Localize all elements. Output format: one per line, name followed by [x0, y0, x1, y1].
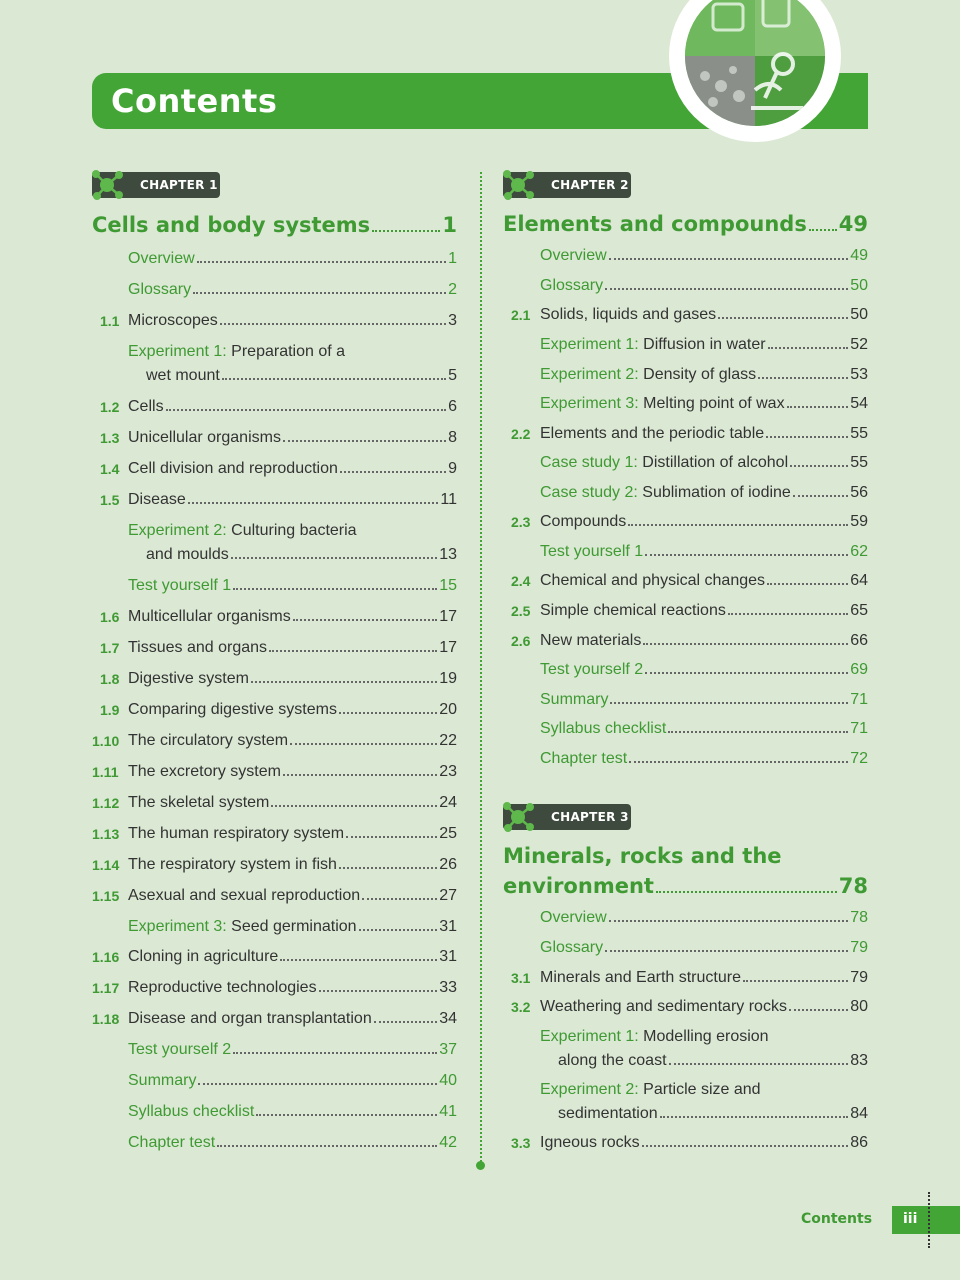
entry-page: 78 — [850, 909, 868, 926]
toc-entry[interactable] — [128, 637, 457, 659]
section-number: 1.16 — [92, 949, 120, 965]
entry-page: 65 — [850, 602, 868, 619]
section-number: 1.9 — [100, 702, 120, 718]
dot-leader — [628, 524, 848, 526]
toc-entry[interactable] — [540, 689, 868, 711]
entry-prefix: Test yourself 1 — [540, 543, 644, 560]
entry-prefix: Test yourself 1 — [128, 577, 232, 594]
dot-leader — [668, 731, 848, 733]
entry-page: 17 — [439, 608, 457, 625]
toc-entry[interactable] — [128, 854, 457, 876]
entry-page: 62 — [850, 543, 868, 560]
entry-page: 31 — [439, 948, 457, 965]
chapter-title-text: Minerals, rocks and the — [503, 844, 782, 868]
entry-page: 1 — [448, 250, 457, 267]
entry-page: 17 — [439, 639, 457, 656]
entry-title: The human respiratory system — [128, 825, 345, 842]
entry-prefix: Glossary — [128, 281, 192, 298]
entry-page: 33 — [439, 979, 457, 996]
toc-entry[interactable] — [540, 304, 868, 326]
column-divider — [480, 172, 482, 1166]
chapter-label: CHAPTER 3 — [551, 810, 629, 824]
entry-page: 8 — [448, 429, 457, 446]
entry-page: 31 — [439, 918, 457, 935]
entry-page: 59 — [850, 513, 868, 530]
toc-entry-line2[interactable] — [146, 365, 457, 387]
entry-page: 20 — [439, 701, 457, 718]
toc-entry[interactable] — [128, 279, 457, 301]
section-number: 3.3 — [511, 1135, 531, 1151]
toc-entry[interactable] — [128, 248, 457, 270]
dot-leader — [789, 1009, 848, 1011]
entry-page: 24 — [439, 794, 457, 811]
section-number: 1.13 — [92, 826, 120, 842]
entry-title: Seed germination — [226, 918, 357, 935]
toc-entry[interactable] — [128, 761, 457, 783]
toc-entry[interactable] — [128, 730, 457, 752]
entry-page: 79 — [850, 939, 868, 956]
dot-leader — [233, 588, 437, 590]
entry-page: 41 — [439, 1103, 457, 1120]
dot-leader — [610, 702, 848, 704]
dot-leader — [271, 805, 437, 807]
dot-leader — [669, 1063, 849, 1065]
dot-leader — [790, 465, 848, 467]
dot-leader — [374, 1021, 437, 1023]
dot-leader — [251, 681, 437, 683]
entry-title: Multicellular organisms — [128, 608, 291, 625]
dot-leader — [269, 650, 437, 652]
entry-title-cont: wet mount — [146, 367, 220, 384]
entry-title: Density of glass — [638, 366, 757, 383]
toc-entry[interactable] — [540, 630, 868, 652]
footer-rule — [928, 1192, 930, 1248]
entry-prefix: Case study 2: — [540, 484, 638, 501]
toc-entry[interactable] — [540, 570, 868, 592]
dot-leader — [188, 502, 439, 504]
entry-page: 84 — [850, 1105, 868, 1122]
toc-entry-line1[interactable] — [540, 1079, 761, 1101]
toc-entry[interactable] — [540, 718, 868, 740]
chapter-title-text: Cells and body systems — [92, 213, 371, 237]
entry-title: Simple chemical reactions — [540, 602, 726, 619]
toc-entry-line1[interactable] — [128, 520, 357, 542]
chapter-title-text: environment — [503, 874, 654, 898]
entry-title: Cell division and reproduction — [128, 460, 338, 477]
entry-title: Particle size and — [638, 1081, 761, 1098]
entry-prefix: Experiment 3: — [540, 395, 639, 412]
dot-leader — [346, 836, 437, 838]
section-number: 1.5 — [100, 492, 120, 508]
entry-page: 19 — [439, 670, 457, 687]
toc-entry[interactable] — [128, 668, 457, 690]
dot-leader — [768, 347, 849, 349]
dot-leader — [609, 258, 849, 260]
page-number: iii — [903, 1211, 918, 1227]
toc-entry[interactable] — [540, 393, 868, 415]
dot-leader — [793, 495, 848, 497]
entry-page: 50 — [850, 277, 868, 294]
dot-leader — [231, 557, 437, 559]
dot-leader — [222, 378, 446, 380]
entry-page: 37 — [439, 1041, 457, 1058]
entry-prefix: Summary — [540, 691, 609, 708]
toc-entry[interactable] — [128, 885, 457, 907]
toc-entry[interactable] — [128, 1039, 457, 1061]
section-number: 1.15 — [92, 888, 120, 904]
toc-entry[interactable] — [540, 423, 868, 445]
entry-prefix: Case study 1: — [540, 454, 638, 471]
dot-leader — [290, 743, 437, 745]
entry-page: 9 — [448, 460, 457, 477]
section-number: 1.14 — [92, 857, 120, 873]
entry-title: The excretory system — [128, 763, 281, 780]
entry-page: 2 — [448, 281, 457, 298]
entry-prefix: Chapter test — [540, 750, 628, 767]
entry-title: Cells — [128, 398, 164, 415]
toc-entry[interactable] — [540, 452, 868, 474]
toc-entry[interactable] — [128, 946, 457, 968]
entry-title: Comparing digestive systems — [128, 701, 337, 718]
entry-title: Culturing bacteria — [226, 522, 357, 539]
entry-title: Minerals and Earth structure — [540, 969, 741, 986]
entry-prefix: Syllabus checklist — [128, 1103, 255, 1120]
section-number: 3.2 — [511, 999, 531, 1015]
dot-leader — [642, 1145, 849, 1147]
entry-prefix: Chapter test — [128, 1134, 216, 1151]
entry-page: 71 — [850, 691, 868, 708]
toc-entry[interactable] — [128, 1070, 457, 1092]
entry-page: 15 — [439, 577, 457, 594]
toc-entry[interactable] — [128, 310, 457, 332]
dot-leader — [319, 990, 438, 992]
section-number: 1.12 — [92, 795, 120, 811]
entry-prefix: Experiment 1: — [128, 343, 227, 360]
dot-leader — [660, 1116, 849, 1118]
science-photo-collage — [669, 0, 841, 142]
entry-page: 64 — [850, 572, 868, 589]
dot-leader — [166, 409, 447, 411]
entry-title-cont: along the coast — [558, 1052, 667, 1069]
section-number: 2.3 — [511, 514, 531, 530]
entry-title: Solids, liquids and gases — [540, 306, 717, 323]
entry-prefix: Glossary — [540, 939, 604, 956]
section-number: 1.10 — [92, 733, 120, 749]
entry-prefix: Glossary — [540, 277, 604, 294]
entry-prefix: Experiment 1: — [540, 336, 639, 353]
toc-entry[interactable] — [128, 1008, 457, 1030]
dot-leader — [193, 292, 446, 294]
toc-entry[interactable] — [540, 275, 868, 297]
dot-leader — [605, 288, 848, 290]
toc-entry[interactable] — [128, 427, 457, 449]
toc-entry-line1[interactable] — [540, 1026, 769, 1048]
chapter-2-badge — [503, 172, 631, 198]
dot-leader — [758, 377, 848, 379]
dot-leader — [283, 440, 446, 442]
chapter-1-title[interactable] — [92, 210, 457, 240]
entry-prefix: Overview — [540, 247, 607, 264]
dot-leader — [743, 980, 848, 982]
entry-prefix: Experiment 2: — [128, 522, 227, 539]
entry-page: 55 — [850, 425, 868, 442]
entry-prefix: Summary — [128, 1072, 197, 1089]
divider-end-dot — [476, 1161, 485, 1170]
toc-entry[interactable] — [128, 916, 457, 938]
section-number: 1.7 — [100, 640, 120, 656]
entry-page: 26 — [439, 856, 457, 873]
toc-entry[interactable] — [540, 659, 868, 681]
entry-prefix: Experiment 2: — [540, 1081, 639, 1098]
dot-leader — [718, 317, 848, 319]
entry-page: 27 — [439, 887, 457, 904]
entry-title: The circulatory system — [128, 732, 289, 749]
dot-leader — [280, 959, 437, 961]
toc-entry[interactable] — [128, 489, 457, 511]
entry-title-cont: sedimentation — [558, 1105, 658, 1122]
entry-title: Chemical and physical changes — [540, 572, 766, 589]
entry-title: Disease — [128, 491, 186, 508]
section-number: 1.6 — [100, 609, 120, 625]
toc-entry[interactable] — [540, 937, 868, 959]
toc-entry[interactable] — [128, 1132, 457, 1154]
section-number: 2.6 — [511, 633, 531, 649]
chapter-label: CHAPTER 1 — [140, 178, 218, 192]
entry-page: 23 — [439, 763, 457, 780]
photo-collage-image — [685, 0, 825, 126]
entry-page: 49 — [850, 247, 868, 264]
section-number: 1.8 — [100, 671, 120, 687]
chapter-3-title-line2[interactable] — [503, 871, 868, 901]
toc-entry[interactable] — [540, 600, 868, 622]
toc-entry[interactable] — [128, 1101, 457, 1123]
toc-entry[interactable] — [128, 792, 457, 814]
entry-prefix: Experiment 2: — [540, 366, 639, 383]
entry-title: Igneous rocks — [540, 1134, 640, 1151]
section-number: 2.2 — [511, 426, 531, 442]
entry-title: Preparation of a — [226, 343, 346, 360]
entry-title: Modelling erosion — [638, 1028, 769, 1045]
section-number: 1.18 — [92, 1011, 120, 1027]
dot-leader — [767, 583, 848, 585]
footer-page-tab — [892, 1206, 960, 1234]
chapter-2-title[interactable] — [503, 209, 868, 239]
entry-title: Tissues and organs — [128, 639, 268, 656]
section-number: 1.1 — [100, 313, 120, 329]
toc-entry[interactable] — [540, 907, 868, 929]
dot-leader — [339, 867, 437, 869]
section-number: 1.3 — [100, 430, 120, 446]
page-title: Contents — [111, 82, 278, 120]
entry-title: Unicellular organisms — [128, 429, 281, 446]
section-number: 1.4 — [100, 461, 120, 477]
toc-entry[interactable] — [540, 511, 868, 533]
entry-page: 54 — [850, 395, 868, 412]
entry-prefix: Test yourself 2 — [540, 661, 644, 678]
chapter-3-badge — [503, 804, 631, 830]
dot-leader — [197, 261, 446, 263]
section-number: 2.5 — [511, 603, 531, 619]
chapter-title-text: Elements and compounds — [503, 212, 807, 236]
toc-entry[interactable] — [540, 748, 868, 770]
entry-page: 69 — [850, 661, 868, 678]
dot-leader — [656, 891, 837, 893]
dot-leader — [220, 323, 446, 325]
entry-page: 5 — [448, 367, 457, 384]
dot-leader — [293, 619, 437, 621]
dot-leader — [809, 229, 837, 231]
dot-leader — [605, 950, 848, 952]
dot-leader — [340, 471, 446, 473]
entry-title: Melting point of wax — [638, 395, 785, 412]
entry-page: 34 — [439, 1010, 457, 1027]
toc-entry[interactable] — [540, 334, 868, 356]
entry-prefix: Test yourself 2 — [128, 1041, 232, 1058]
dot-leader — [629, 761, 848, 763]
toc-entry-line2[interactable] — [558, 1050, 868, 1072]
entry-prefix: Experiment 3: — [128, 918, 227, 935]
dot-leader — [359, 929, 438, 931]
toc-entry-line1[interactable] — [128, 341, 345, 363]
entry-prefix: Syllabus checklist — [540, 720, 667, 737]
dot-leader — [609, 920, 849, 922]
toc-entry[interactable] — [540, 245, 868, 267]
toc-entry[interactable] — [540, 1132, 868, 1154]
chapter-page: 49 — [838, 212, 868, 236]
toc-entry[interactable] — [540, 996, 868, 1018]
chapter-1-badge — [92, 172, 220, 198]
entry-title: Digestive system — [128, 670, 249, 687]
entry-title: New materials — [540, 632, 642, 649]
microscope-icon — [685, 0, 825, 126]
dot-leader — [217, 1145, 437, 1147]
toc-entry-line2[interactable] — [558, 1103, 868, 1125]
dot-leader — [198, 1083, 437, 1085]
toc-entry[interactable] — [540, 967, 868, 989]
dot-leader — [283, 774, 437, 776]
entry-page: 83 — [850, 1052, 868, 1069]
dot-leader — [728, 613, 848, 615]
entry-title: Cloning in agriculture — [128, 948, 279, 965]
chapter-page: 1 — [442, 213, 457, 237]
entry-title: Microscopes — [128, 312, 218, 329]
toc-entry[interactable] — [128, 977, 457, 999]
chapter-3-title-line1[interactable] — [503, 841, 868, 871]
chapter-label: CHAPTER 2 — [551, 178, 629, 192]
entry-page: 71 — [850, 720, 868, 737]
toc-entry[interactable] — [128, 606, 457, 628]
dot-leader — [645, 672, 848, 674]
entry-page: 3 — [448, 312, 457, 329]
section-number: 1.17 — [92, 980, 120, 996]
entry-prefix: Experiment 1: — [540, 1028, 639, 1045]
entry-page: 6 — [448, 398, 457, 415]
footer-label: Contents — [801, 1211, 873, 1227]
toc-entry[interactable] — [128, 396, 457, 418]
entry-title: The skeletal system — [128, 794, 270, 811]
entry-title: Weathering and sedimentary rocks — [540, 998, 787, 1015]
entry-title: Reproductive technologies — [128, 979, 317, 996]
entry-page: 11 — [440, 491, 457, 508]
section-number: 2.4 — [511, 573, 531, 589]
entry-prefix: Overview — [540, 909, 607, 926]
toc-entry-line2[interactable] — [146, 544, 457, 566]
dot-leader — [766, 436, 848, 438]
entry-page: 80 — [850, 998, 868, 1015]
molecule-icon — [499, 166, 537, 204]
entry-page: 40 — [439, 1072, 457, 1089]
entry-title: Disease and organ transplantation — [128, 1010, 372, 1027]
entry-page: 53 — [850, 366, 868, 383]
entry-title: Diffusion in water — [638, 336, 766, 353]
dot-leader — [787, 406, 849, 408]
entry-page: 22 — [439, 732, 457, 749]
molecule-icon — [499, 798, 537, 836]
chapter-page: 78 — [838, 874, 868, 898]
dot-leader — [233, 1052, 437, 1054]
entry-title-cont: and moulds — [146, 546, 229, 563]
toc-entry[interactable] — [540, 482, 868, 504]
entry-page: 13 — [439, 546, 457, 563]
section-number: 3.1 — [511, 970, 531, 986]
toc-entry[interactable] — [540, 541, 868, 563]
entry-title: Distillation of alcohol — [637, 454, 789, 471]
entry-title: Sublimation of iodine — [637, 484, 791, 501]
entry-page: 55 — [850, 454, 868, 471]
entry-page: 86 — [850, 1134, 868, 1151]
dot-leader — [256, 1114, 437, 1116]
entry-title: The respiratory system in fish — [128, 856, 337, 873]
entry-page: 56 — [850, 484, 868, 501]
toc-entry[interactable] — [128, 458, 457, 480]
toc-entry[interactable] — [128, 699, 457, 721]
section-number: 1.11 — [92, 764, 119, 780]
dot-leader — [645, 554, 848, 556]
dot-leader — [372, 230, 440, 232]
entry-title: Elements and the periodic table — [540, 425, 765, 442]
entry-page: 79 — [850, 969, 868, 986]
entry-page: 66 — [850, 632, 868, 649]
entry-title: Asexual and sexual reproduction — [128, 887, 361, 904]
entry-title: Compounds — [540, 513, 627, 530]
toc-entry[interactable] — [128, 823, 457, 845]
section-number: 2.1 — [511, 307, 531, 323]
dot-leader — [643, 643, 848, 645]
toc-entry[interactable] — [540, 364, 868, 386]
molecule-icon — [88, 166, 126, 204]
toc-entry[interactable] — [128, 575, 457, 597]
entry-page: 42 — [439, 1134, 457, 1151]
entry-page: 52 — [850, 336, 868, 353]
entry-page: 50 — [850, 306, 868, 323]
entry-page: 72 — [850, 750, 868, 767]
entry-prefix: Overview — [128, 250, 195, 267]
section-number: 1.2 — [100, 399, 120, 415]
dot-leader — [362, 898, 437, 900]
dot-leader — [339, 712, 437, 714]
entry-page: 25 — [439, 825, 457, 842]
